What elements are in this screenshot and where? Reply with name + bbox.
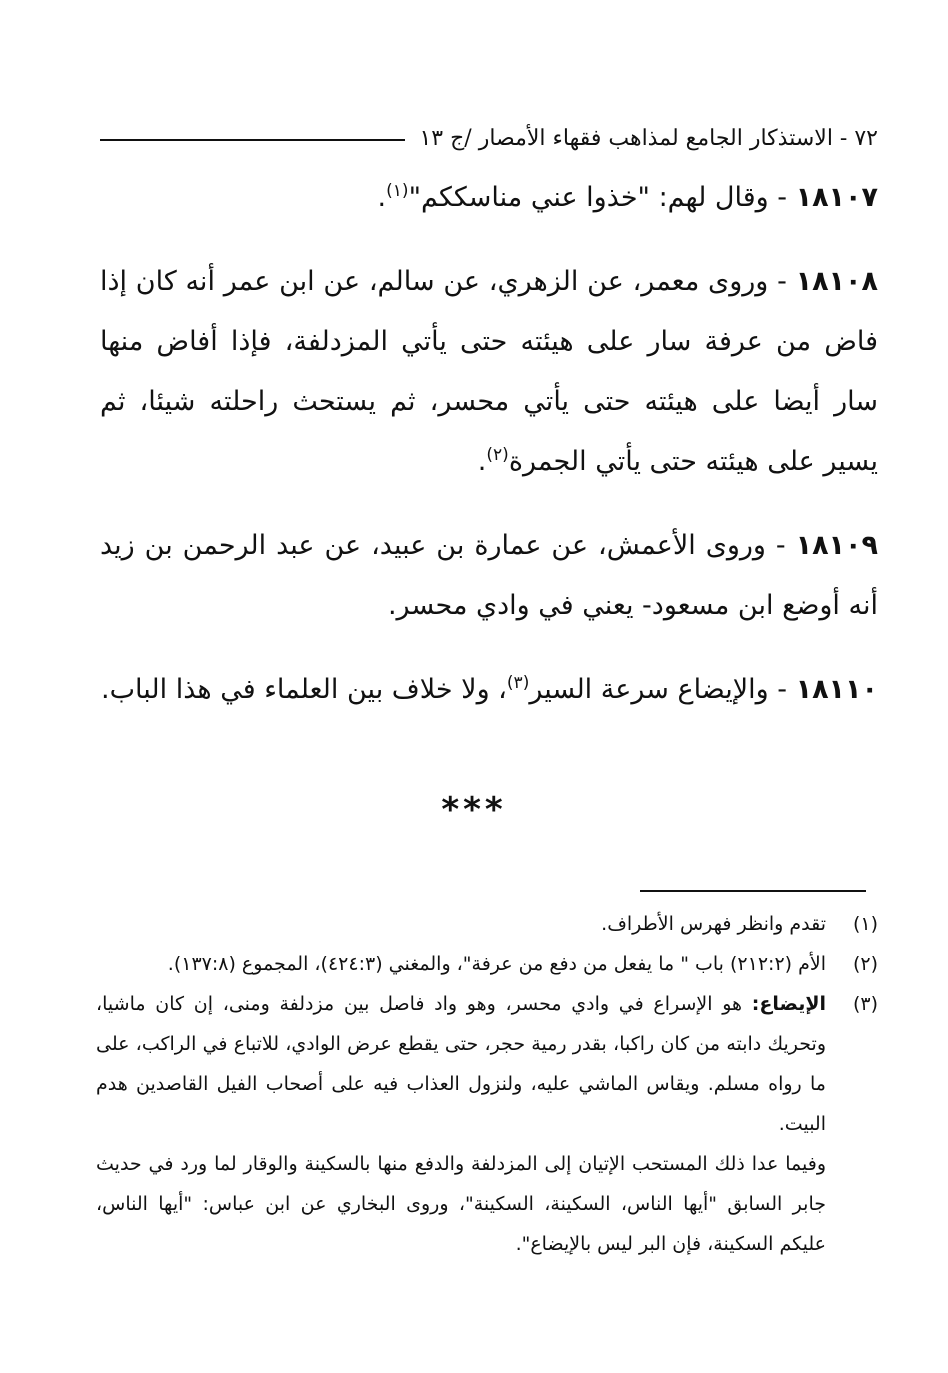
- footnote-2: [96, 944, 878, 984]
- paragraph-number: ١٨١٠٧: [795, 182, 878, 213]
- footnote-text: تقدم وانظر فهرس الأطراف.: [601, 913, 826, 935]
- footnote-continuation: وفيما عدا ذلك المستحب الإتيان إلى المزدلفة والدفع منها بالسكينة والوقار لما ورد في حديث جابر السابق "أيها الناس، السكينة، السكينة"، وروى البخاري عن ابن عباس: "أيها الناس، عليكم السكينة، فإن البر ليس بالإيضاع".: [96, 1153, 826, 1255]
- header-text: ٧٢ - الاستذكار الجامع لمذاهب فقهاء الأمصار /ج ١٣: [419, 125, 878, 151]
- footnote-3: [96, 984, 878, 1144]
- footnote-number: (٣): [852, 993, 878, 1015]
- paragraph-number: ١٨١٠٨: [795, 266, 878, 297]
- footnote-ref: (٢): [486, 445, 509, 465]
- footnote-rule: [640, 890, 866, 892]
- paragraph-tail: ، ولا خلاف بين العلماء في هذا الباب.: [101, 674, 507, 705]
- footnote-number: (١): [852, 913, 878, 935]
- footnote-text: هو الإسراع في وادي محسر، وهو واد فاصل بين مزدلفة ومنى، إن كان ماشيا، وتحريك دابته من كان راكبا، بقدر رمية حجر، حتى يقطع عرض الوادي، للاتباع في الراكب، على ما رواه مسلم. ويقاس الماشي عليه، ولنزول العذاب فيه على أصحاب الفيل القاصدين هدم البيت.: [96, 993, 826, 1135]
- paragraph-18110: [100, 660, 878, 720]
- footnote-body: [96, 944, 826, 984]
- paragraph-18109: [100, 516, 878, 636]
- footnote-body: [96, 984, 826, 1144]
- footnote-text: الأم (٢١٢:٢) باب " ما يفعل من دفع من عرفة"، والمغني (٤٢٤:٣)، المجموع (١٣٧:٨).: [167, 953, 826, 975]
- footnote-number: (٢): [852, 953, 878, 975]
- paragraph-number: ١٨١٠٩: [795, 530, 878, 561]
- footnote-body: [96, 904, 826, 944]
- paragraph-tail: .: [377, 182, 387, 213]
- footnote-ref: (١): [386, 181, 409, 201]
- section-separator: ***: [441, 790, 507, 830]
- footnote-ref: (٣): [506, 673, 530, 693]
- paragraph-text: - وقال لهم: "خذوا عني مناسككم": [408, 182, 787, 213]
- running-header: [100, 118, 878, 158]
- footnote-1: [96, 904, 878, 944]
- header-rule: [100, 139, 405, 141]
- main-text: [100, 168, 878, 744]
- footnotes: [96, 904, 878, 1264]
- paragraph-tail: .: [477, 446, 487, 477]
- paragraph-text: - وروى الأعمش، عن عمارة بن عبيد، عن عبد الرحمن بن زيد أنه أوضع ابن مسعود- يعني في وادي محسر.: [100, 530, 878, 621]
- paragraph-text: - والإيضاع سرعة السير: [529, 674, 787, 705]
- paragraph-18108: [100, 252, 878, 492]
- paragraph-18107: [100, 168, 878, 228]
- paragraph-number: ١٨١١٠: [795, 674, 878, 705]
- footnote-term: الإيضاع:: [751, 993, 826, 1015]
- paragraph-text: - وروى معمر، عن الزهري، عن سالم، عن ابن عمر أنه كان إذا فاض من عرفة سار على هيئته حتى يأتي المزدلفة، فإذا أفاض منها سار أيضا على هيئته حتى يأتي محسر، ثم يستحث راحلته شيئا، ثم يسير على هيئته حتى يأتي الجمرة: [100, 266, 878, 477]
